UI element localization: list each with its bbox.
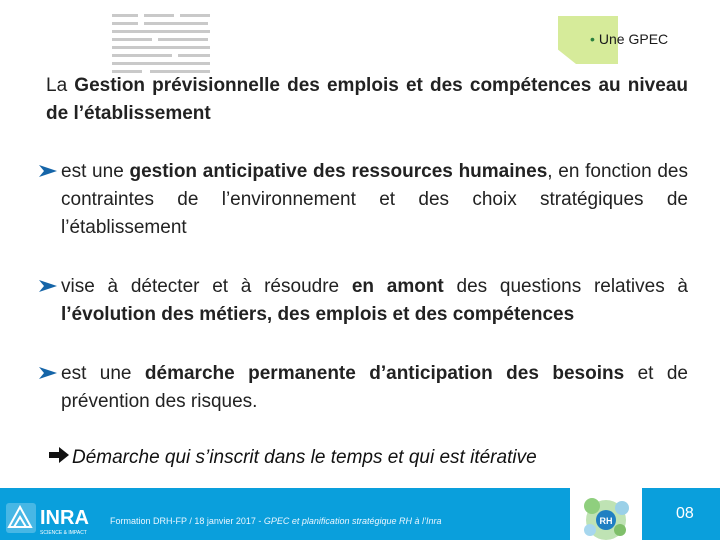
conclusion-line	[48, 446, 537, 470]
intro-bold: Gestion prévisionnelle des emplois et des compétences au niveau de l’établissement	[46, 75, 688, 124]
bullet-2-bold: en amont	[351, 276, 444, 297]
svg-text:INRA: INRA	[40, 507, 89, 529]
bullet-1-pre: est une	[61, 161, 130, 182]
bullet-3-bold: démarche permanente d’anticipation des besoins	[144, 363, 625, 384]
section-tab-label: Une GPEC	[598, 31, 669, 47]
bullet-item-2	[61, 273, 688, 329]
decorative-stripes-logo	[110, 14, 212, 76]
bullet-1-post: , en fonction des contraintes de l’environnement et des choix stratégiques de l’établissement	[61, 161, 688, 238]
chevron-bullet-icon	[38, 366, 58, 380]
svg-text:SCIENCE & IMPACT: SCIENCE & IMPACT	[40, 530, 87, 536]
intro-prefix: La	[46, 75, 75, 96]
bullet-item-3	[61, 360, 688, 416]
svg-text:RH: RH	[599, 516, 613, 526]
rh-illustration	[570, 488, 642, 540]
chevron-bullet-icon	[38, 164, 58, 178]
inra-logo	[6, 497, 94, 537]
bullet-3-post: et de prévention des risques.	[61, 363, 688, 412]
footer-caption-italic: GPEC et planification stratégique RH à l’Inra	[263, 516, 442, 526]
bullet-dot-icon: •	[590, 31, 595, 47]
bullet-3-pre: est une	[61, 363, 145, 384]
bullet-2-bold-2: l’évolution des métiers, des emplois et des compétences	[61, 304, 575, 325]
bullet-2-post: des questions relatives à	[443, 276, 689, 297]
section-tab	[590, 31, 668, 47]
footer-caption	[110, 515, 460, 527]
footer-caption-plain: Formation DRH-FP / 18 janvier 2017 -	[110, 516, 264, 526]
intro-paragraph	[46, 72, 688, 128]
page-number: 08	[676, 505, 694, 522]
bullet-2-pre: vise à détecter et à résoudre	[61, 276, 352, 297]
conclusion-text: Démarche qui s’inscrit dans le temps et qui est itérative	[72, 447, 537, 468]
bullet-1-bold: gestion anticipative des ressources humaines	[129, 161, 548, 182]
arrow-right-icon	[48, 446, 70, 470]
bullet-item-1	[61, 158, 688, 242]
chevron-bullet-icon	[38, 279, 58, 293]
